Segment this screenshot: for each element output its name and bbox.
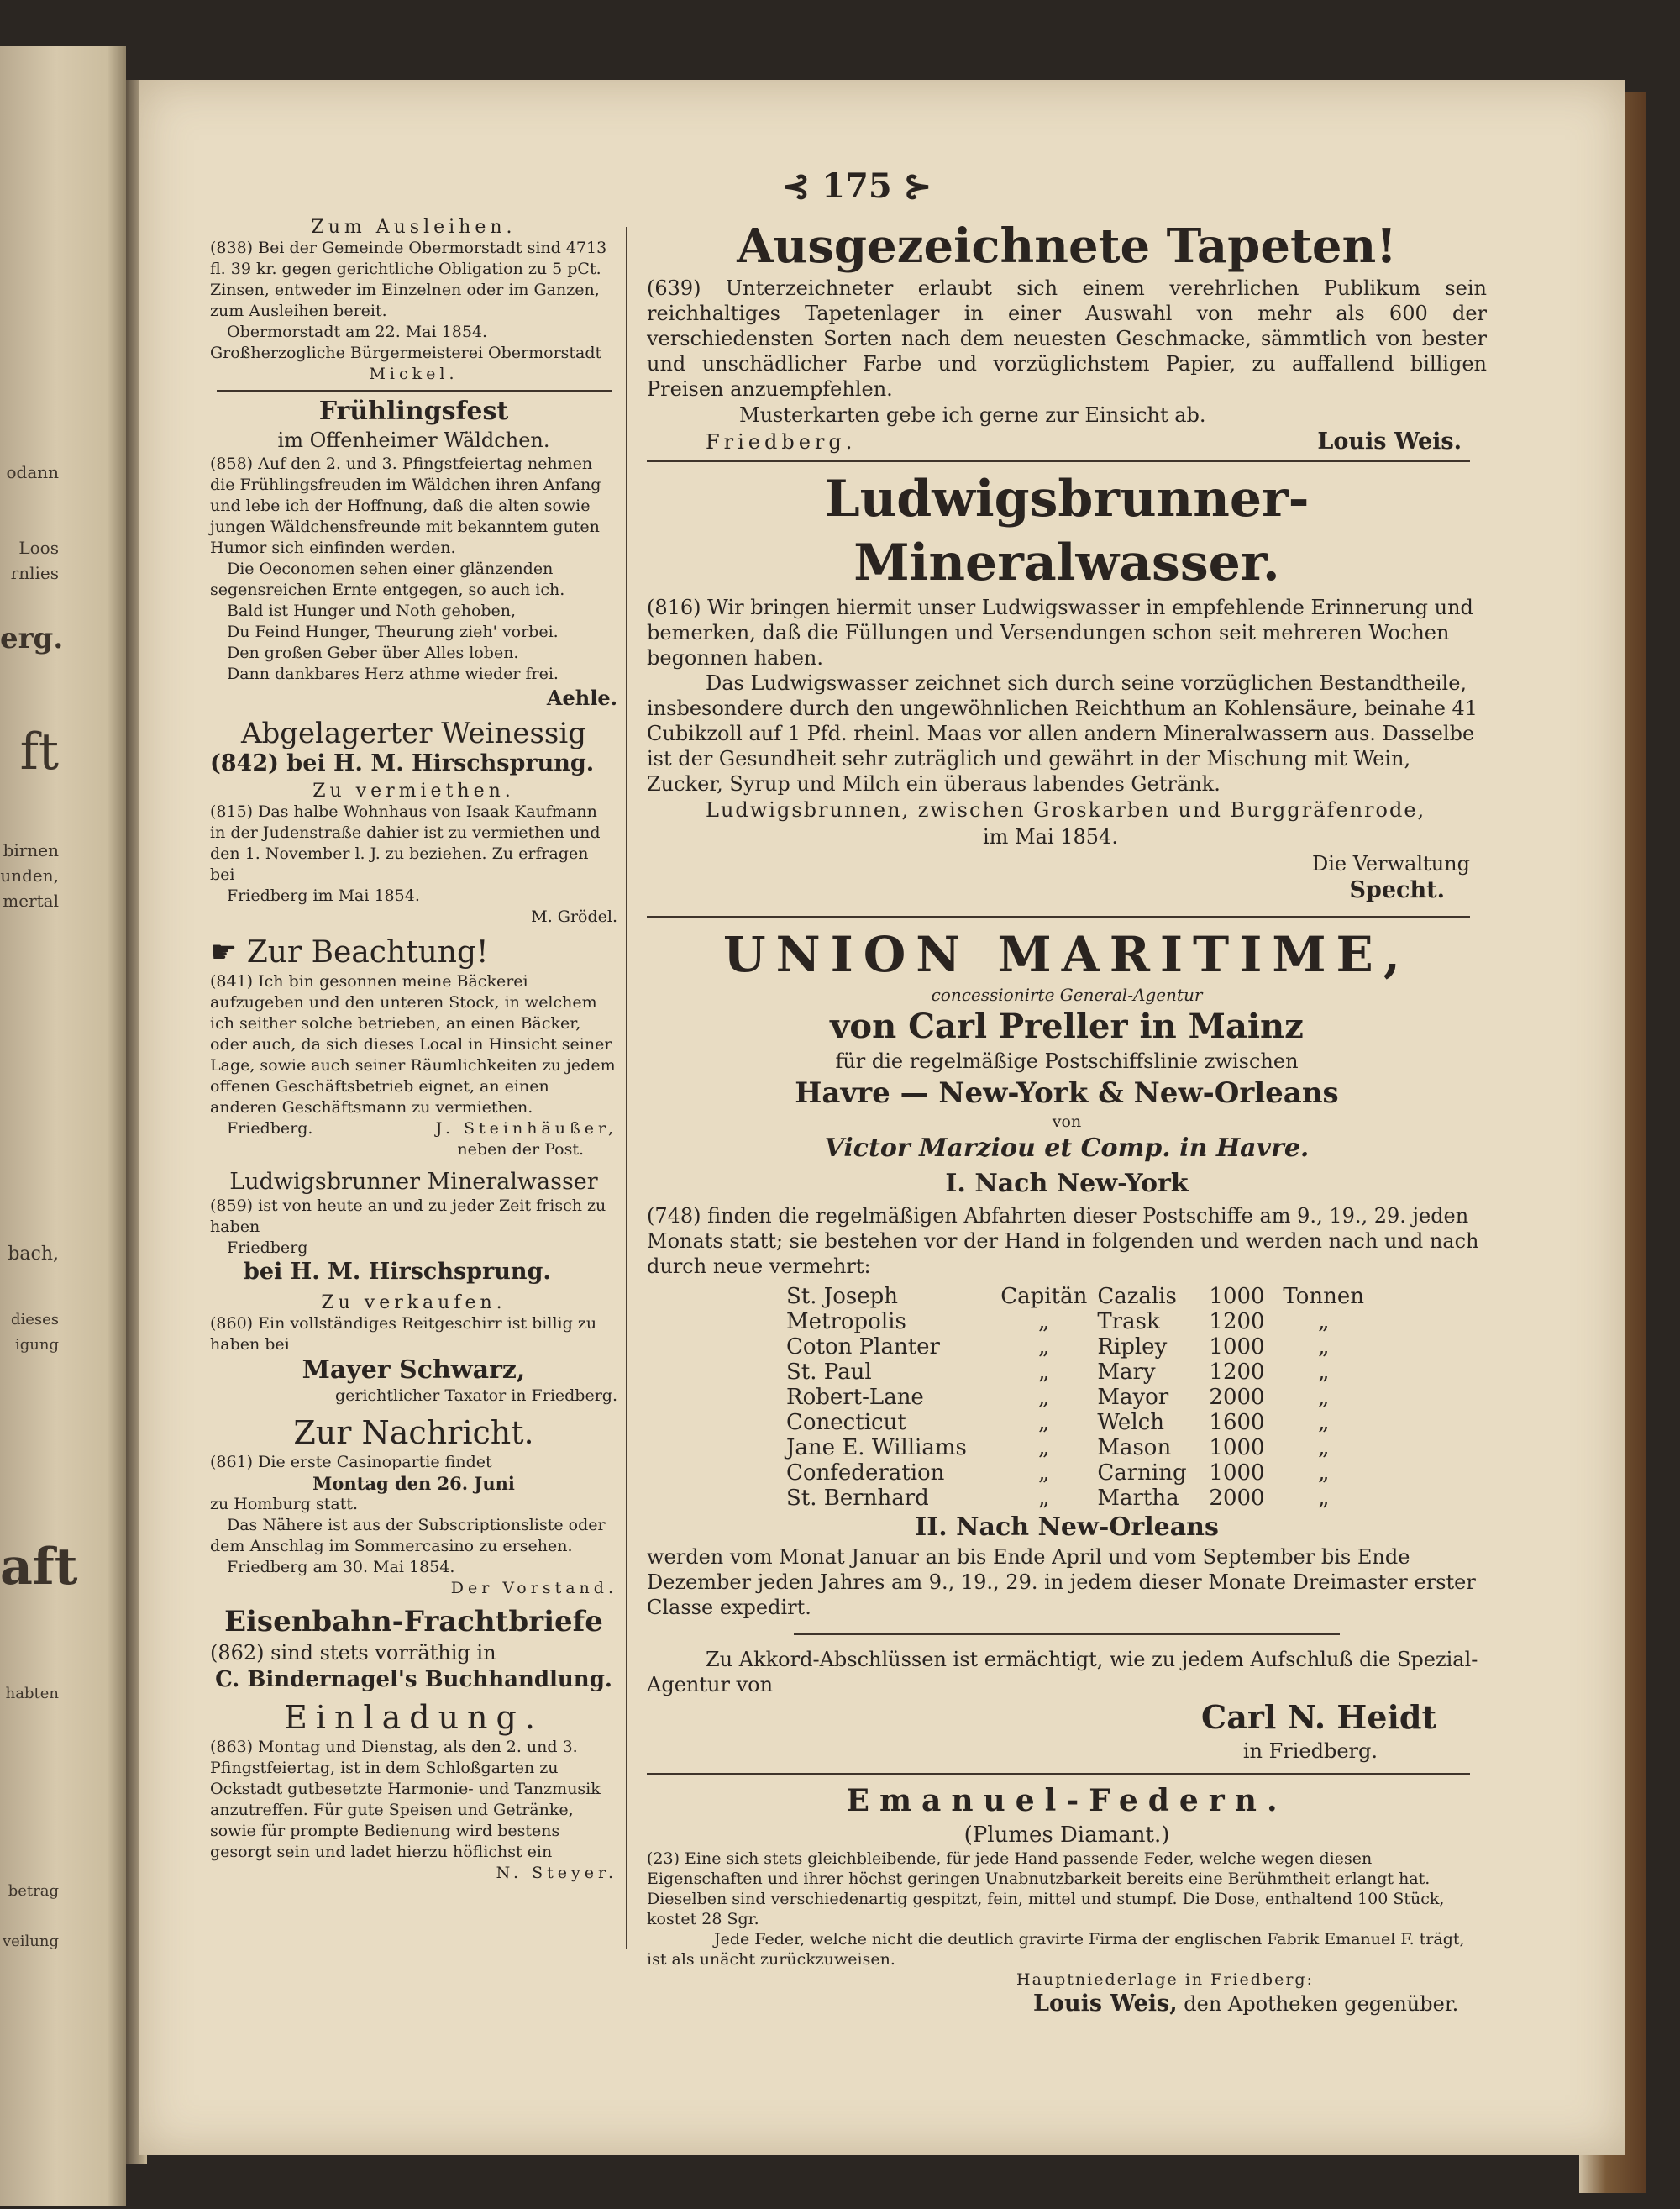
left-fragment: odann	[6, 462, 59, 482]
ad-signature: M. Grödel.	[531, 907, 617, 926]
captain-name: Trask	[1097, 1309, 1160, 1334]
captain-prefix: „	[1038, 1309, 1050, 1334]
ad-agent-place: in Friedberg.	[1242, 1739, 1378, 1763]
ad-body-2: werden vom Monat Januar an bis Ende April und vom September bis Ende Dezember jeden Jahres am 9., 19., 29. in jedem dieser Monate Dreimaster erster Classe expedirt.	[647, 1545, 1476, 1619]
ad-role: gerichtlicher Taxator in Friedberg.	[334, 1386, 617, 1405]
ad-body: (862) sind stets vorräthig in	[210, 1641, 496, 1665]
left-fragment: aft	[0, 1538, 78, 1596]
ad-verkaufen	[210, 1292, 617, 1407]
ship-name: Jane E. Williams	[786, 1435, 967, 1460]
tonnage: 1000	[1209, 1334, 1265, 1360]
ad-place: Friedberg.	[706, 430, 857, 454]
ad-title: Einladung.	[284, 1699, 543, 1736]
ad-subtitle: concessionirte General-Agentur	[931, 985, 1203, 1005]
ad-body: (863) Montag und Dienstag, als den 2. und 3. Pfingstfeiertag, ist in dem Schloßgarten zu Ockstadt gutbesetzte Harmonie- und Tanzmusik anzutreffen. Für gute Speisen und Getränke, sowie für prompte Bedienung wird bestens gesorgt sein und ladet hierzu höflichst ein	[210, 1738, 601, 1861]
separator	[647, 460, 1470, 462]
ad-body-3: Zu Akkord-Abschlüssen ist ermächtigt, wie zu jedem Aufschluß die Spezial-Agentur von	[647, 1648, 1478, 1696]
ad-signature-note: neben der Post.	[457, 1140, 584, 1159]
page-number	[739, 166, 974, 206]
ad-company: von Carl Preller in Mainz	[830, 1007, 1304, 1046]
left-fragment: habten	[5, 1685, 59, 1702]
ship-row	[781, 1460, 1369, 1486]
ad-tapeten	[647, 217, 1487, 455]
ad-date: Ludwigsbrunnen, zwischen Groskarben und Burggräfenrode,	[706, 798, 1426, 822]
ad-subtitle: (Plumes Diamant.)	[963, 1822, 1170, 1848]
left-fragment: ft	[19, 723, 59, 781]
left-fragment: betrag	[8, 1882, 59, 1900]
ad-body-2: Das Ludwigswasser zeichnet sich durch seine vorzüglichen Bestandtheile, insbesondere durch den ungewöhnlichen Reichthum an Kohlensäure, beinahe 41 Cubikzoll auf 1 Pfd. rheinl. Maas vor allen andern Mineralwassern aus. Dasselbe ist der Gesundheit sehr zuträglich und gewährt in der Mischung mit Wein, Zucker, Syrup und Milch ein überaus labendes Getränk.	[647, 671, 1478, 796]
captain-prefix: „	[1038, 1486, 1050, 1511]
captain-name: Martha	[1097, 1486, 1179, 1511]
ad-office: Großherzogliche Bürgermeisterei Obermorstadt	[210, 344, 602, 362]
tonnage: 2000	[1209, 1486, 1265, 1511]
ship-row	[781, 1334, 1369, 1360]
ad-signature: Aehle.	[546, 686, 617, 710]
ship-table	[781, 1284, 1369, 1511]
ad-body: (841) Ich bin gesonnen meine Bäckerei aufzugeben und den unteren Stock, in welchem ich seither solche betrieben, an einen Bäcker, oder auch, da sich dieses Local in Hinsicht seiner Lage, sowie auch seiner Räumlichkeiten zu jedem offenen Geschäftsbetrieb eignet, an einen anderen Geschäftsmann zu vermiethen.	[210, 972, 616, 1117]
ad-einladung	[210, 1698, 617, 1884]
ship-name: Coton Planter	[786, 1334, 940, 1360]
ad-body: (815) Das halbe Wohnhaus von Isaak Kaufmann in der Judenstraße dahier ist zu vermiethen und den 1. November l. J. zu beziehen. Zu erfragen bei	[210, 802, 601, 884]
ad-title: Zu verkaufen.	[321, 1292, 507, 1313]
ad-line: (842) bei H. M. Hirschsprung.	[210, 750, 595, 776]
ad-line: bei H. M. Hirschsprung.	[244, 1259, 551, 1285]
unit: „	[1317, 1435, 1330, 1460]
ad-body-2: Musterkarten gebe ich gerne zur Einsicht ab.	[739, 403, 1206, 427]
ad-date: Friedberg am 30. Mai 1854.	[227, 1558, 455, 1576]
left-fragment: igung	[15, 1336, 59, 1354]
ad-union-maritime	[647, 924, 1487, 1765]
verse-line: Du Feind Hunger, Theurung zieh' vorbei.	[227, 623, 559, 641]
ship-row	[781, 1486, 1369, 1511]
unit: Tonnen	[1283, 1284, 1364, 1309]
tonnage: 2000	[1209, 1385, 1265, 1410]
ad-signature: J. Steinhäußer,	[435, 1119, 617, 1138]
ad-signature: Specht.	[1349, 877, 1445, 903]
ad-signature: Louis Weis.	[1317, 429, 1462, 455]
captain-prefix: „	[1038, 1410, 1050, 1435]
page-number-text: 175	[822, 166, 892, 206]
ad-body: (748) finden die regelmäßigen Abfahrten dieser Postschiffe am 9., 19., 29. jeden Monats statt; sie bestehen vor der Hand in folgenden und werden nach und nach durch neue vermehrt:	[647, 1204, 1479, 1278]
ad-line: für die regelmäßige Postschiffslinie zwischen	[835, 1049, 1299, 1073]
verse-line: Dann dankbares Herz athme wieder frei.	[227, 665, 559, 683]
ad-frachtbriefe	[210, 1604, 617, 1693]
ad-body-2: Jede Feder, welche nicht die deutlich gravirte Firma der englischen Fabrik Emanuel F. trägt, ist als unächt zurückzuweisen.	[647, 1930, 1465, 1969]
ad-signature: N. Steyer.	[496, 1864, 617, 1882]
left-fragment: veilung	[2, 1933, 59, 1950]
ad-ludwigsbrunner	[647, 467, 1487, 904]
pointing-hand-icon: ☛	[210, 935, 247, 970]
ship-row	[781, 1385, 1369, 1410]
ship-name: St. Bernhard	[786, 1486, 929, 1511]
tonnage: 1200	[1209, 1309, 1265, 1334]
ship-name: St. Joseph	[786, 1284, 898, 1309]
left-fragment: mertal	[3, 891, 59, 911]
left-fragment: Loos	[18, 538, 59, 558]
ad-title: Zum Ausleihen.	[311, 217, 517, 238]
ad-signature-label: Die Verwaltung	[1311, 852, 1470, 876]
ship-row	[781, 1435, 1369, 1460]
ad-nachricht	[210, 1413, 617, 1599]
separator	[647, 1773, 1470, 1775]
ad-title: Abgelagerter Weinessig	[240, 717, 587, 750]
captain-name: Mary	[1097, 1360, 1156, 1385]
unit: „	[1317, 1460, 1330, 1486]
captain-prefix: „	[1038, 1385, 1050, 1410]
left-fragment: rnlies	[10, 563, 59, 583]
ad-emanuel-federn	[647, 1780, 1487, 2017]
ad-bold-line: Montag den 26. Juni	[312, 1473, 515, 1494]
captain-name: Ripley	[1097, 1334, 1168, 1360]
tonnage: 1600	[1209, 1410, 1265, 1435]
ad-signature-rest: den Apotheken gegenüber.	[1184, 1992, 1459, 2016]
ad-agent: Carl N. Heidt	[1201, 1698, 1436, 1736]
unit: „	[1317, 1486, 1330, 1511]
captain-prefix: „	[1038, 1460, 1050, 1486]
ad-body: (23) Eine sich stets gleichbleibende, für jede Hand passende Feder, welche wegen diesen Eigenschaften und ihrer höchst geringen Unabnutzbarkeit bereits eine Berühmtheit erlangt hat. Dieselben sind verschiedenartig gespitzt, fein, mittel und stumpf. Die Dose, enthaltend 100 Stück, kostet 28 Sgr.	[647, 1849, 1445, 1928]
separator	[217, 390, 612, 392]
unit: „	[1317, 1334, 1330, 1360]
ad-body: (860) Ein vollständiges Reitgeschirr ist billig zu haben bei	[210, 1314, 597, 1354]
captain-name: Carning	[1097, 1460, 1187, 1486]
section-heading: II. Nach New-Orleans	[915, 1512, 1219, 1542]
captain-prefix: „	[1038, 1435, 1050, 1460]
left-fragment: birnen	[3, 840, 59, 860]
separator	[647, 916, 1470, 918]
ad-route: Havre — New-York & New-Orleans	[795, 1076, 1339, 1110]
ship-name: Confederation	[786, 1460, 945, 1486]
ad-title: Emanuel-Federn.	[846, 1783, 1288, 1818]
ad-title: Ludwigsbrunner Mineralwasser	[229, 1169, 598, 1195]
captain-prefix: Capitän	[1000, 1284, 1088, 1309]
tonnage: 1000	[1209, 1284, 1265, 1309]
column-divider	[626, 227, 627, 1949]
ad-depot: Hauptniederlage in Friedberg:	[1016, 1970, 1314, 1989]
ad-signature: Mickel.	[369, 365, 459, 383]
ad-title: Frühlingsfest	[318, 397, 509, 426]
ad-body: (858) Auf den 2. und 3. Pfingstfeiertag nehmen die Frühlingsfreuden im Wäldchen ihren Anfang und lebe ich der Hoffnung, daß die alten sowie jungen Wäldchensfreunde mit bekanntem guten Humor sich einfinden werden.	[210, 455, 601, 557]
ship-row	[781, 1309, 1369, 1334]
left-page-edge	[0, 46, 126, 2206]
verse-line: Den großen Geber über Alles loben.	[227, 644, 519, 662]
ad-name: Mayer Schwarz,	[302, 1355, 526, 1385]
ad-mineralwasser-small	[210, 1169, 617, 1286]
ad-weinessig	[210, 717, 617, 777]
ad-body: (639) Unterzeichneter erlaubt sich einem verehrlichen Publikum sein reichhaltiges Tapetenlager in einer Auswahl von mehr als 600 der verschiedensten Sorten nach dem neuesten Geschmacke, sämmtlich von bester und unschädlicher Farbe und vorzüglichstem Papier, zu auffallend billigen Preisen anzuempfehlen.	[647, 276, 1487, 401]
left-column	[210, 217, 617, 1884]
left-fragment: erg.	[0, 622, 64, 655]
verse-line: Bald ist Hunger und Noth gehoben,	[227, 602, 517, 620]
ad-line: C. Bindernagel's Buchhandlung.	[215, 1667, 612, 1692]
captain-name: Welch	[1097, 1410, 1164, 1435]
ship-name: Robert-Lane	[786, 1385, 924, 1410]
ad-title: UNION MARITIME,	[723, 926, 1410, 983]
tonnage: 1000	[1209, 1460, 1265, 1486]
ship-row	[781, 1284, 1369, 1309]
ad-subtitle: im Offenheimer Wäldchen.	[277, 429, 550, 452]
ad-place: Friedberg	[227, 1239, 308, 1257]
captain-name: Mason	[1097, 1435, 1172, 1460]
ad-date-2: im Mai 1854.	[983, 825, 1118, 849]
right-column	[647, 217, 1487, 2017]
ad-title: Eisenbahn-Frachtbriefe	[224, 1605, 603, 1638]
captain-name: Cazalis	[1097, 1284, 1177, 1309]
ship-name: Metropolis	[786, 1309, 906, 1334]
ad-body: (861) Die erste Casinopartie findet	[210, 1453, 492, 1471]
ship-row	[781, 1410, 1369, 1435]
unit: „	[1317, 1410, 1330, 1435]
left-fragment: bach,	[8, 1244, 59, 1265]
unit: „	[1317, 1360, 1330, 1385]
ad-date: Obermorstadt am 22. Mai 1854.	[227, 323, 488, 341]
ad-title: Ausgezeichnete Tapeten!	[737, 218, 1397, 274]
ad-signature: Louis Weis,	[1033, 1991, 1178, 2017]
ornament-left-icon: ⊰	[781, 166, 822, 206]
ship-name: St. Paul	[786, 1360, 872, 1385]
tonnage: 1200	[1209, 1360, 1265, 1385]
ad-title: Ludwigsbrunner-Mineralwasser.	[824, 470, 1310, 592]
captain-name: Mayor	[1097, 1385, 1169, 1410]
ship-row	[781, 1360, 1369, 1385]
ad-body: (859) ist von heute an und zu jeder Zeit frisch zu haben	[210, 1197, 606, 1236]
ad-fruehlingsfest	[210, 397, 617, 712]
ad-body-2: Die Oeconomen sehen einer glänzenden segensreichen Ernte entgegen, so auch ich.	[210, 560, 565, 599]
ad-body-3: Das Nähere ist aus der Subscriptionsliste oder dem Anschlag im Sommercasino zu ersehen.	[210, 1516, 606, 1555]
ad-title: Zur Nachricht.	[293, 1414, 534, 1451]
ad-body-2: zu Homburg statt.	[210, 1495, 359, 1513]
ad-title: Zur Beachtung!	[246, 935, 489, 970]
section-heading: I. Nach New-York	[945, 1169, 1189, 1198]
ad-vermiethen	[210, 781, 617, 928]
ad-signature: Der Vorstand.	[450, 1579, 617, 1597]
ad-place: Friedberg.	[227, 1119, 313, 1138]
captain-prefix: „	[1038, 1360, 1050, 1385]
ad-title: Zu vermiethen.	[312, 781, 515, 802]
ad-beachtung	[210, 934, 617, 1160]
captain-prefix: „	[1038, 1334, 1050, 1360]
unit: „	[1317, 1309, 1330, 1334]
ad-ausleihen	[210, 217, 617, 385]
left-fragment: dieses	[10, 1311, 59, 1328]
ornament-right-icon: ⊱	[891, 166, 932, 206]
ad-body: (838) Bei der Gemeinde Obermorstadt sind 4713 fl. 39 kr. gegen gerichtliche Obligation zu 5 pCt. Zinsen, entweder im Einzelnen oder im Ganzen, zum Ausleihen bereit.	[210, 239, 607, 320]
separator	[794, 1633, 1340, 1635]
ad-date: Friedberg im Mai 1854.	[227, 886, 420, 905]
left-fragment: unden,	[0, 865, 59, 886]
ship-name: Conecticut	[786, 1410, 906, 1435]
ad-von: von	[1052, 1112, 1082, 1131]
ad-agent-company: Victor Marziou et Comp. in Havre.	[824, 1133, 1310, 1163]
ad-body: (816) Wir bringen hiermit unser Ludwigswasser in empfehlende Erinnerung und bemerken, daß die Füllungen und Versendungen schon seit mehreren Wochen begonnen haben.	[647, 596, 1473, 670]
tonnage: 1000	[1209, 1435, 1265, 1460]
unit: „	[1317, 1385, 1330, 1410]
